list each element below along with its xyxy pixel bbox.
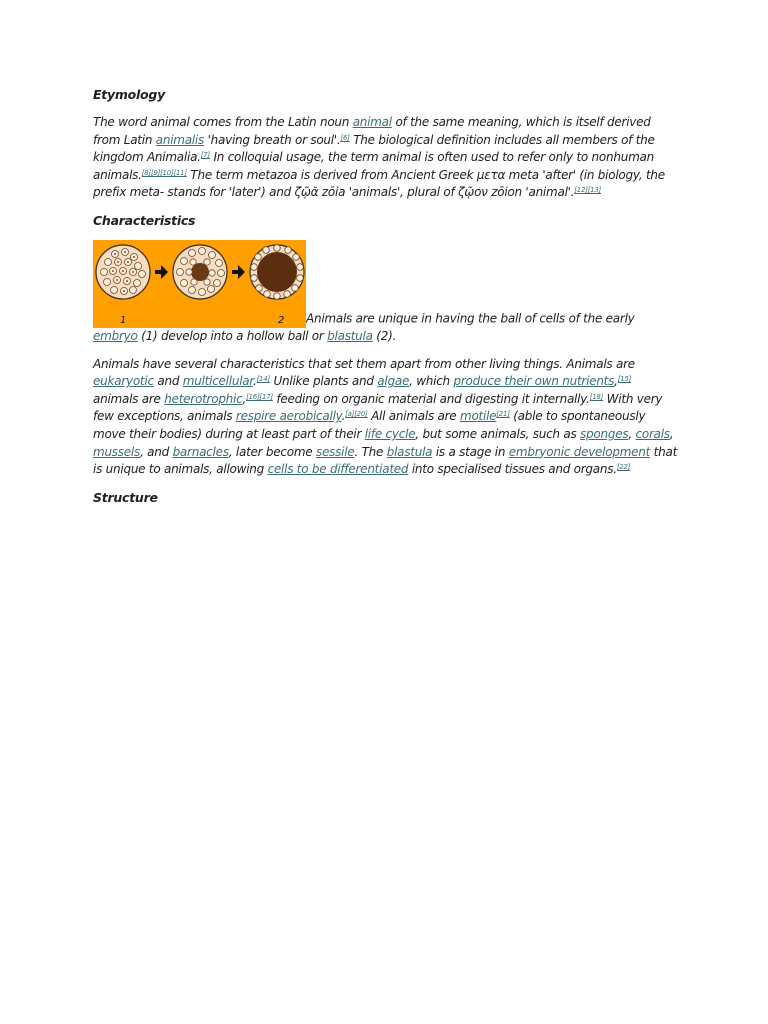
citation bbox=[618, 375, 631, 383]
solid-ball-icon bbox=[96, 245, 150, 299]
citation bbox=[617, 463, 630, 471]
blastula-diagram bbox=[93, 240, 306, 328]
citation-link-22[interactable]: [22] bbox=[616, 463, 631, 472]
text: 'having breath or soul'. bbox=[204, 132, 341, 147]
citation bbox=[142, 169, 187, 177]
link-blastula-2[interactable]: blastula bbox=[386, 444, 433, 459]
figure-label-1: 1 bbox=[120, 314, 127, 326]
text: of the same meaning, which is itself derived from Latin bbox=[93, 115, 651, 147]
link-embryonic-development[interactable]: embryonic development bbox=[508, 444, 651, 459]
link-embryo[interactable]: embryo bbox=[93, 328, 138, 343]
text: that is unique to animals, allowing bbox=[93, 444, 678, 477]
citation-link-12-13[interactable]: [12][13] bbox=[574, 186, 602, 195]
citation bbox=[345, 410, 367, 418]
link-animalis[interactable]: animalis bbox=[155, 132, 205, 147]
text: In colloquial usage, the term animal is often used to refer only to nonhuman animals. bbox=[93, 150, 654, 182]
text: . bbox=[252, 374, 257, 389]
link-respire-aerobically[interactable]: respire aerobically bbox=[235, 409, 342, 424]
link-motile[interactable]: motile bbox=[460, 409, 497, 424]
citation bbox=[574, 186, 601, 194]
citation bbox=[590, 393, 603, 401]
link-multicellular[interactable]: multicellular bbox=[182, 374, 253, 389]
link-eukaryotic[interactable]: eukaryotic bbox=[93, 374, 154, 389]
citation bbox=[246, 393, 273, 401]
text: feeding on organic material and digesting it internally. bbox=[272, 391, 590, 406]
text: is a stage in bbox=[432, 444, 509, 459]
citation bbox=[257, 375, 270, 383]
hollow-blastula-icon bbox=[250, 245, 304, 300]
paragraph-figure-caption bbox=[93, 240, 678, 346]
article-body bbox=[93, 86, 678, 517]
link-algae[interactable]: algae bbox=[377, 374, 410, 389]
text: . The bbox=[354, 444, 387, 459]
text: Animals have several characteristics that set them apart from other living things. Animals are bbox=[93, 356, 635, 371]
citation-link-21[interactable]: [21] bbox=[496, 410, 510, 419]
link-barnacles[interactable]: barnacles bbox=[172, 444, 229, 459]
text: , bbox=[669, 426, 674, 441]
text: , which bbox=[409, 374, 454, 389]
text: All animals are bbox=[367, 409, 461, 424]
citation-link-18[interactable]: [18] bbox=[589, 392, 604, 401]
early-blastula-icon bbox=[173, 245, 227, 299]
citation bbox=[340, 134, 349, 142]
text: , and bbox=[140, 444, 173, 459]
paragraph-etymology bbox=[93, 114, 678, 202]
text: (1) develop into a hollow ball or bbox=[137, 328, 328, 343]
blastula-figure[interactable] bbox=[93, 240, 306, 328]
link-sessile[interactable]: sessile bbox=[315, 444, 355, 459]
text: animals are bbox=[93, 391, 165, 406]
citation-link-6[interactable]: [6] bbox=[340, 133, 350, 142]
text: , bbox=[242, 391, 247, 406]
link-mussels[interactable]: mussels bbox=[93, 444, 141, 459]
text: . bbox=[341, 409, 346, 424]
link-produce-their-own-nutrients[interactable]: produce their own nutrients bbox=[453, 374, 615, 389]
paragraph-characteristics bbox=[93, 356, 678, 479]
link-corals[interactable]: corals bbox=[635, 426, 670, 441]
citation-link-a-20[interactable]: [a][20] bbox=[345, 410, 368, 419]
text: The word animal comes from the Latin noun bbox=[93, 115, 353, 129]
text: , but some animals, such as bbox=[415, 426, 581, 441]
text: Animals are unique in having the ball of cells of the early bbox=[306, 311, 635, 326]
link-blastula[interactable]: blastula bbox=[327, 328, 373, 343]
link-cells-to-be-differentiated[interactable]: cells to be differentiated bbox=[267, 462, 409, 477]
figure-label-2: 2 bbox=[278, 314, 285, 326]
citation-link-14[interactable]: [14] bbox=[256, 375, 270, 384]
text: (able to spontaneously move their bodies) during at least part of their bbox=[93, 409, 646, 441]
citation-link-7[interactable]: [7] bbox=[200, 151, 210, 160]
citation-link-15[interactable]: [15] bbox=[617, 375, 632, 384]
text: Unlike plants and bbox=[269, 374, 378, 389]
text: , bbox=[614, 374, 618, 389]
citation-link-8-11[interactable]: [8][9][10][11] bbox=[141, 168, 187, 177]
text: The biological definition includes all members of the kingdom Animalia. bbox=[93, 132, 655, 165]
text: , later become bbox=[228, 444, 316, 459]
arrow-right-icon bbox=[155, 265, 168, 279]
citation bbox=[496, 410, 509, 418]
text: The term metazoa is derived from Ancient Greek μετα meta 'after' (in biology, the prefix meta- stands for 'later') and ζῷᾰ zōia 'animals', plural of ζῷον zōion 'animal'. bbox=[93, 167, 665, 200]
heading-characteristics: Characteristics bbox=[93, 212, 196, 228]
text: With very few exceptions, animals bbox=[93, 391, 663, 424]
heading-etymology: Etymology bbox=[93, 87, 165, 102]
citation bbox=[201, 151, 210, 159]
text: , bbox=[628, 426, 636, 441]
link-sponges[interactable]: sponges bbox=[580, 426, 629, 441]
citation-link-16-17[interactable]: [16][17] bbox=[246, 392, 273, 401]
heading-structure: Structure bbox=[93, 489, 158, 505]
link-life-cycle[interactable]: life cycle bbox=[364, 426, 416, 441]
text: (2). bbox=[372, 328, 397, 343]
link-animal[interactable]: animal bbox=[352, 115, 392, 129]
text: into specialised tissues and organs. bbox=[408, 462, 617, 477]
arrow-right-icon bbox=[232, 265, 245, 279]
text: and bbox=[153, 374, 183, 389]
link-heterotrophic[interactable]: heterotrophic bbox=[164, 391, 243, 406]
